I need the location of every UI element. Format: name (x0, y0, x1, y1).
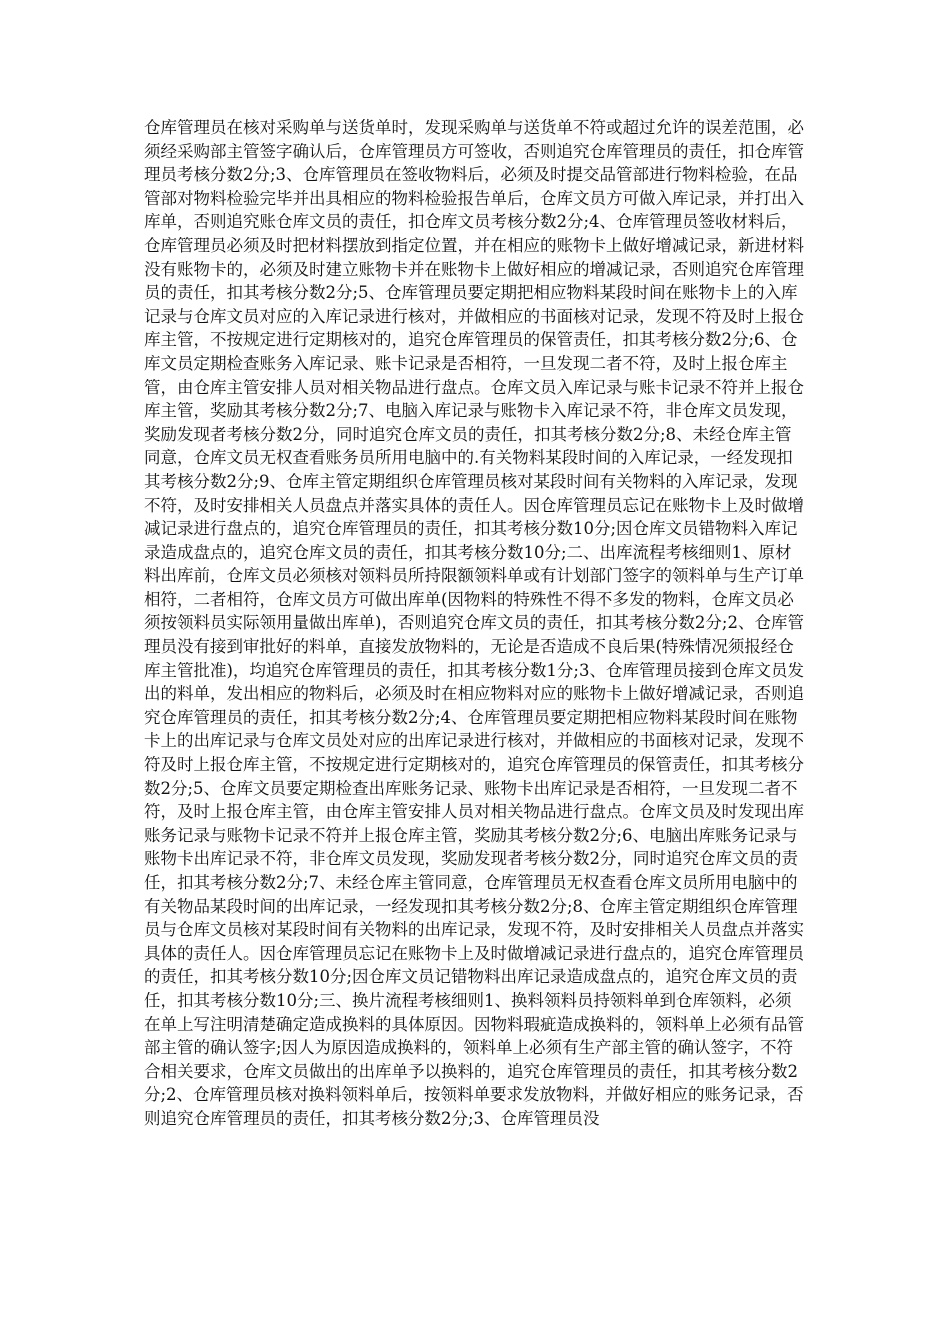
body-paragraph: 仓库管理员在核对采购单与送货单时，发现采购单与送货单不符或超过允许的误差范围，必须经采购部主管签字确认后，仓库管理员方可签收，否则追究仓库管理员的责任，扣仓库管理员考核分数2分;3、仓库管理员在签收物料后，必须及时提交品管部进行物料检验，在品管部对物料检验完毕并出具相应的物料检验报告单后，仓库文员方可做入库记录，并打出入库单，否则追究账仓库文员的责任，扣仓库文员考核分数2分;4、仓库管理员签收材料后，仓库管理员必须及时把材料摆放到指定位置，并在相应的账物卡上做好增减记录，新进材料没有账物卡的，必须及时建立账物卡并在账物卡上做好相应的增减记录，否则追究仓库管理员的责任，扣其考核分数2分;5、仓库管理员要定期把相应物料某段时间在账物卡上的入库记录与仓库文员对应的入库记录进行核对，并做相应的书面核对记录，发现不符及时上报仓库主管，不按规定进行定期核对的，追究仓库管理员的保管责任，扣其考核分数2分;6、仓库文员定期检查账务入库记录、账卡记录是否相符，一旦发现二者不符，及时上报仓库主管，由仓库主管安排人员对相关物品进行盘点。仓库文员入库记录与账卡记录不符并上报仓库主管，奖励其考核分数2分;7、电脑入库记录与账物卡入库记录不符，非仓库文员发现，奖励发现者考核分数2分，同时追究仓库文员的责任，扣其考核分数2分;8、未经仓库主管同意，仓库文员无权查看账务员所用电脑中的.有关物料某段时间的入库记录，一经发现扣其考核分数2分;9、仓库主管定期组织仓库管理员核对某段时间有关物料的入库记录，发现不符，及时安排相关人员盘点并落实具体的责任人。因仓库管理员忘记在账物卡上及时做增减记录进行盘点的，追究仓库管理员的责任，扣其考核分数10分;因仓库文员错物料入库记录造成盘点的，追究仓库文员的责任，扣其考核分数10分;二、出库流程考核细则1、原材料出库前，仓库文员必须核对领料员所持限额领料单或有计划部门签字的领料单与生产订单相符，二者相符，仓库文员方可做出库单(因物料的特殊性不得不多发的物料，仓库文员必须按领料员实际领用量做出库单)，否则追究仓库文员的责任，扣其考核分数2分;2、仓库管理员没有接到审批好的料单，直接发放物料的，无论是否造成不良后果(特殊情况须报经仓库主管批准)，均追究仓库管理员的责任，扣其考核分数1分;3、仓库管理员接到仓库文员发出的料单，发出相应的物料后，必须及时在相应物料对应的账物卡上做好增减记录，否则追究仓库管理员的责任，扣其考核分数2分;4、仓库管理员要定期把相应物料某段时间在账物卡上的出库记录与仓库文员处对应的出库记录进行核对，并做相应的书面核对记录，发现不符及时上报仓库主管，不按规定进行定期核对的，追究仓库管理员的保管责任，扣其考核分数2分;5、仓库文员要定期检查出库账务记录、账物卡出库记录是否相符，一旦发现二者不符，及时上报仓库主管，由仓库主管安排人员对相关物品进行盘点。仓库文员及时发现出库账务记录与账物卡记录不符并上报仓库主管，奖励其考核分数2分;6、电脑出库账务记录与账物卡出库记录不符，非仓库文员发现，奖励发现者考核分数2分，同时追究仓库文员的责任，扣其考核分数2分;7、未经仓库主管同意，仓库管理员无权查看仓库文员所用电脑中的有关物品某段时间的出库记录，一经发现扣其考核分数2分;8、仓库主管定期组织仓库管理员与仓库文员核对某段时间有关物料的出库记录，发现不符，及时安排相关人员盘点并落实具体的责任人。因仓库管理员忘记在账物卡上及时做增减记录进行盘点的，追究仓库管理员的责任，扣其考核分数10分;因仓库文员记错物料出库记录造成盘点的，追究仓库文员的责任，扣其考核分数10分;三、换片流程考核细则1、换料领料员持领料单到仓库领料，必须在单上写注明清楚确定造成换料的具体原因。因物料瑕疵造成换料的，领料单上必须有品管部主管的确认签字;因人为原因造成换料的，领料单上必须有生产部主管的确认签字，不符合相关要求，仓库文员做出的出库单予以换料的，追究仓库管理员的责任，扣其考核分数2分;2、仓库管理员核对换料领料单后，按领料单要求发放物料，并做好相应的账务记录，否则追究仓库管理员的责任，扣其考核分数2分;3、仓库管理员没 (144, 118, 804, 1128)
